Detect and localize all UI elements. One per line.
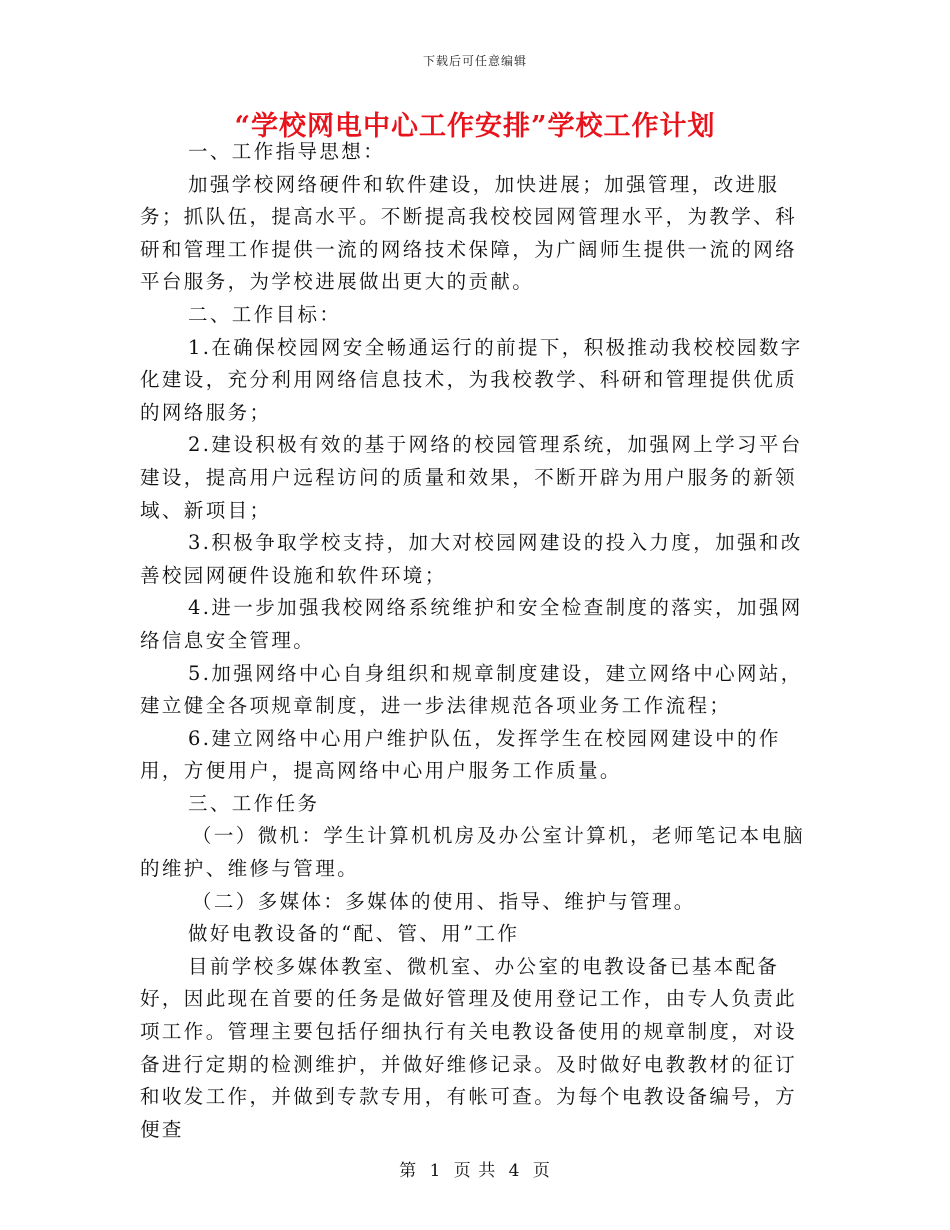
section-heading-3: 三、工作任务 [188,791,320,815]
goal-item-5: 5.加强网络中心自身组织和规章制度建设，建立网络中心网站，建立健全各项规章制度，进一步法律规范各项业务工作流程； [140,661,803,718]
task-item-1: （一）微机：学生计算机机房及办公室计算机，老师笔记本电脑的维护、维修与管理。 [140,824,806,881]
goal-item-3: 3.积极争取学校支持，加大对校园网建设的投入力度，加强和改善校园网硬件设施和软件环境； [140,531,803,587]
section-heading-1: 一、工作指导思想： [188,140,386,163]
document-body [140,136,812,1146]
paragraph: 目前学校多媒体教室、微机室、办公室的电教设备已基本配备好，因此现在首要的任务是做好管理及使用登记工作，由专人负责此项工作。管理主要包括仔细执行有关电教设备使用的规章制度，对设备进行定期的检测维护，并做好维修记录。及时做好电教教材的征订和收发工作，并做到专款专用，有帐可查。为每个电教设备编号，方便查 [140,954,798,1141]
goal-item-1: 1.在确保校园网安全畅通运行的前提下，积极推动我校校园数字化建设，充分利用网络信息技术，为我校教学、科研和管理提供优质的网络服务； [140,335,803,424]
footer-prefix: 第 [399,1161,418,1181]
task-item-2: （二）多媒体：多媒体的使用、指导、维护与管理。 [192,889,696,913]
page-footer [0,1156,950,1181]
footer-page-number: 1 [429,1161,442,1181]
footer-suffix: 页 [532,1161,551,1181]
goal-item-4: 4.进一步加强我校网络系统维护和安全检查制度的落实，加强网络信息安全管理。 [140,596,803,652]
subheading: 做好电教设备的“配、管、用”工作 [188,922,520,946]
section-heading-2: 二、工作目标： [188,302,342,326]
page-header: 下载后可任意编辑 [422,54,527,68]
footer-total-pages: 4 [508,1161,521,1181]
paragraph: 加强学校网络硬件和软件建设，加快进展；加强管理，改进服务；抓队伍，提高水平。不断提高我校校园网管理水平，为教学、科研和管理工作提供一流的网络技术保障，为广阔师生提供一流的网络平台服务，为学校进展做出更大的贡献。 [140,172,798,294]
goal-item-2: 2.建设积极有效的基于网络的校园管理系统，加强网上学习平台建设，提高用户远程访问的质量和效果，不断开辟为用户服务的新领域、新项目； [140,433,803,522]
footer-mid: 页 共 [453,1161,497,1181]
document-title: “学校网电中心工作安排”学校工作计划 [234,111,716,142]
goal-item-6: 6.建立网络中心用户维护队伍，发挥学生在校园网建设中的作用，方便用户，提高网络中心用户服务工作质量。 [140,726,781,783]
